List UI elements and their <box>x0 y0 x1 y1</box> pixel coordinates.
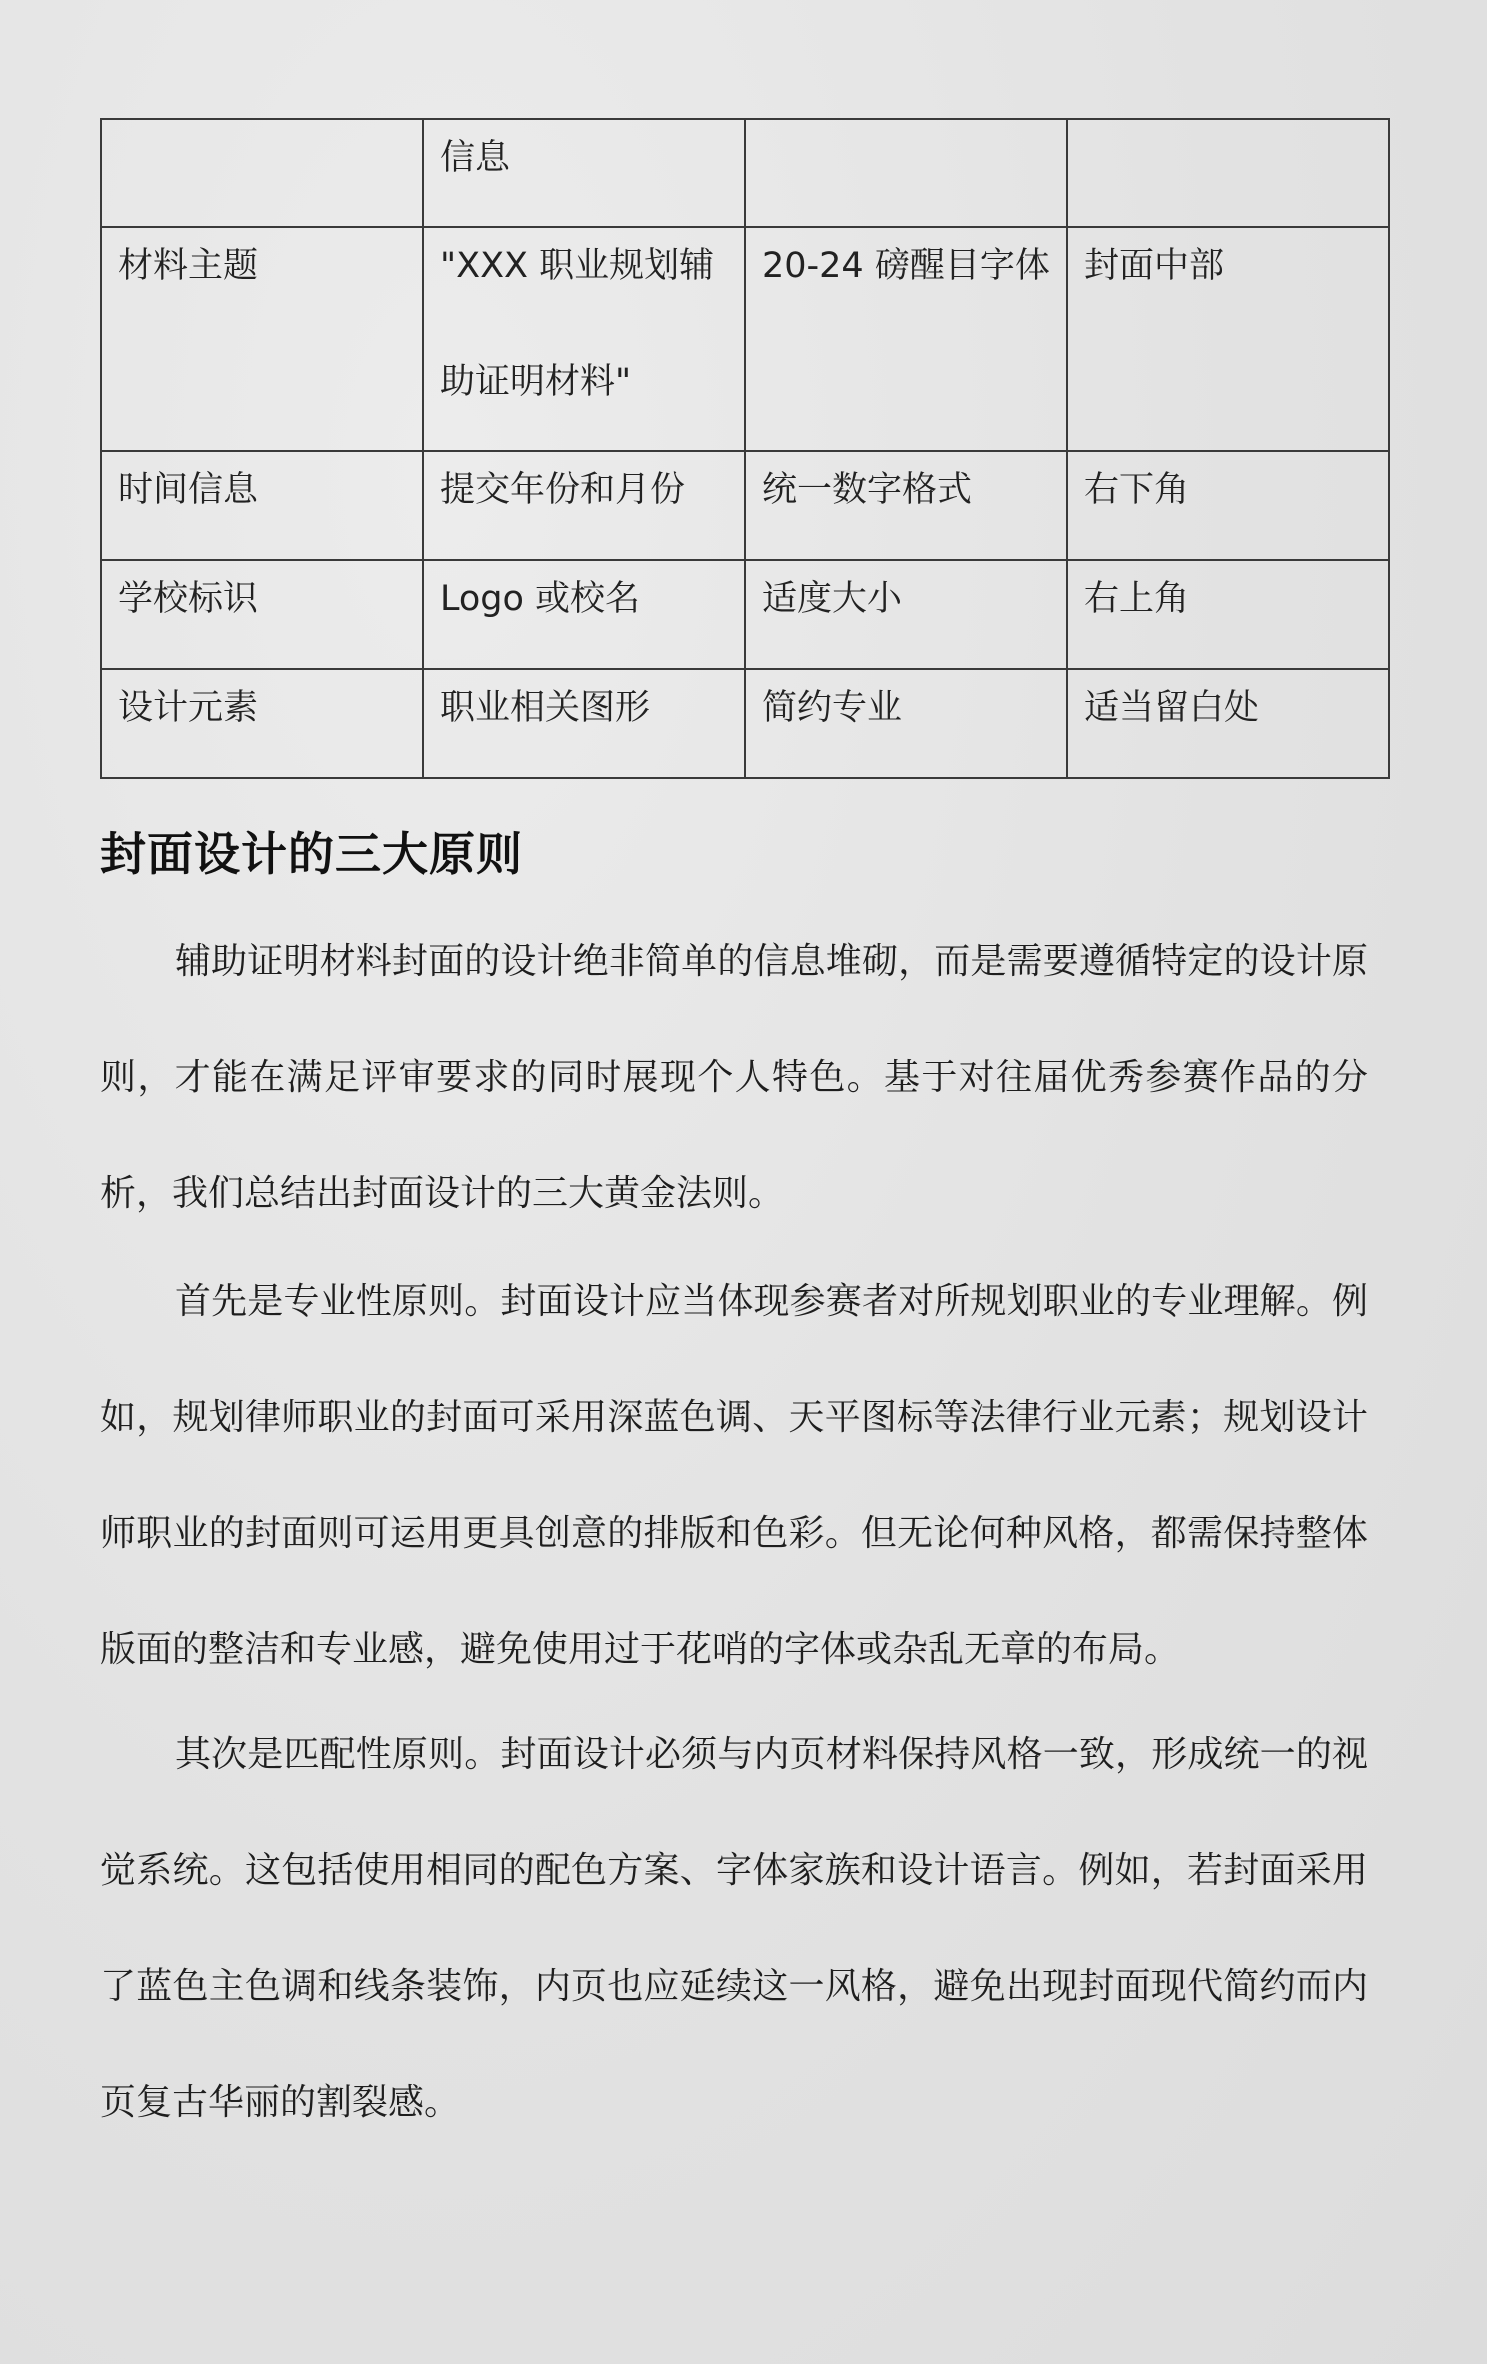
table-cell: 职业相关图形 <box>423 669 745 778</box>
table-cell: 适度大小 <box>745 560 1067 669</box>
body-paragraph: 辅助证明材料封面的设计绝非简单的信息堆砌，而是需要遵循特定的设计原则，才能在满足评审要求的同时展现个人特色。基于对往届优秀参赛作品的分析，我们总结出封面设计的三大黄金法则。 <box>100 941 1368 1214</box>
table-cell: 学校标识 <box>101 560 423 669</box>
section-heading: 封面设计的三大原则 <box>100 827 523 881</box>
body-paragraph: 其次是匹配性原则。封面设计必须与内页材料保持风格一致，形成统一的视觉系统。这包括使用相同的配色方案、字体家族和设计语言。例如，若封面采用了蓝色主色调和线条装饰，内页也应延续这一风格，避免出现封面现代简约而内页复古华丽的割裂感。 <box>100 1734 1368 2123</box>
table-cell: 20-24 磅醒目字体 <box>745 227 1067 451</box>
table-cell: 时间信息 <box>101 451 423 560</box>
table-row <box>101 669 1389 778</box>
table-cell: "XXX 职业规划辅助证明材料" <box>423 227 745 451</box>
table-cell: 提交年份和月份 <box>423 451 745 560</box>
table-cell: Logo 或校名 <box>423 560 745 669</box>
table-cell: 统一数字格式 <box>745 451 1067 560</box>
table-cell: 简约专业 <box>745 669 1067 778</box>
cover-info-table <box>100 118 1390 779</box>
table-cell: 设计元素 <box>101 669 423 778</box>
table-cell: 信息 <box>423 119 745 227</box>
table-row <box>101 227 1389 451</box>
table-cell: 适当留白处 <box>1067 669 1389 778</box>
table-cell: 右下角 <box>1067 451 1389 560</box>
table-cell: 材料主题 <box>101 227 423 451</box>
body-paragraph: 首先是专业性原则。封面设计应当体现参赛者对所规划职业的专业理解。例如，规划律师职业的封面可采用深蓝色调、天平图标等法律行业元素；规划设计师职业的封面则可运用更具创意的排版和色彩。但无论何种风格，都需保持整体版面的整洁和专业感，避免使用过于花哨的字体或杂乱无章的布局。 <box>100 1281 1368 1670</box>
table-cell: 右上角 <box>1067 560 1389 669</box>
table-cell: 封面中部 <box>1067 227 1389 451</box>
